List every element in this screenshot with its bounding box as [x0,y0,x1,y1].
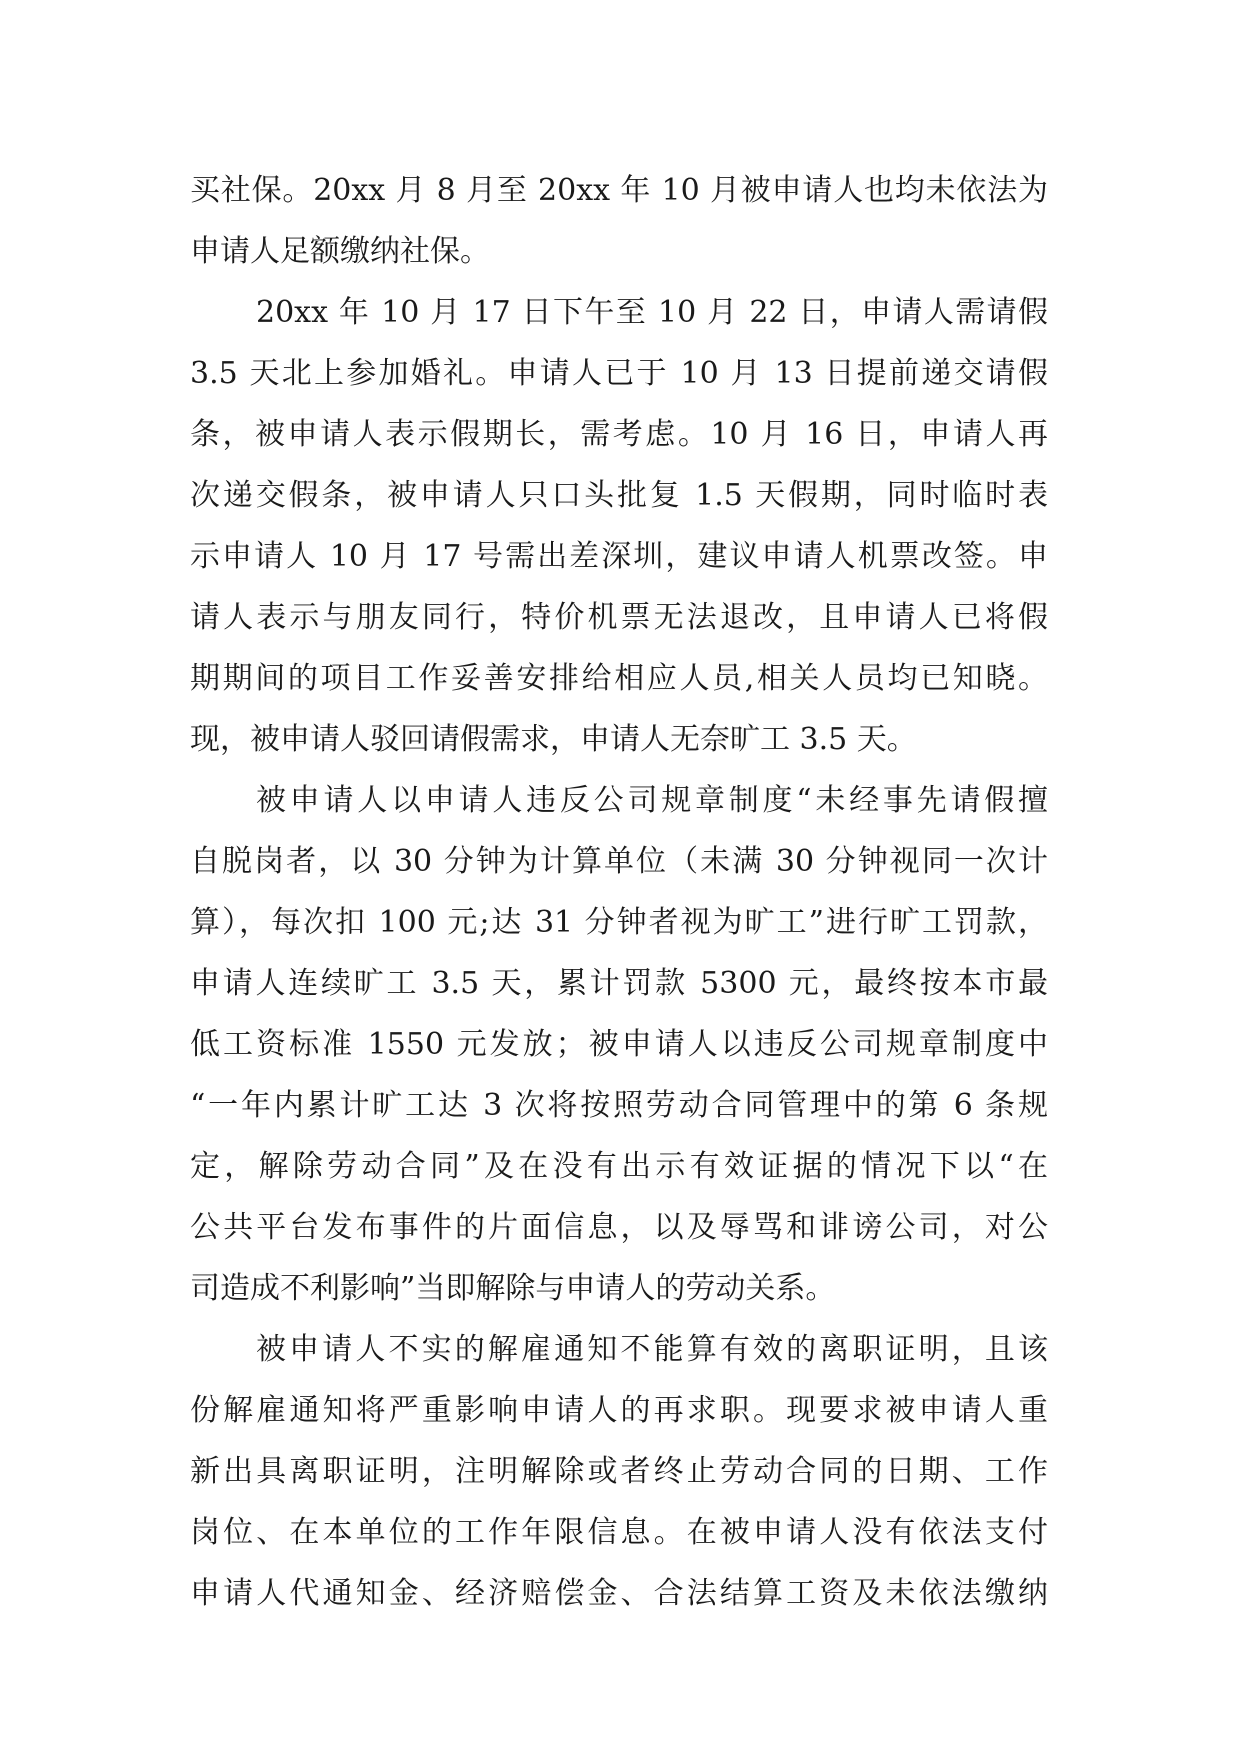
text-line: 请人表示与朋友同行，特价机票无法退改，且申请人已将假 [190,600,1048,635]
text-line: 申请人代通知金、经济赔偿金、合法结算工资及未依法缴纳 [190,1576,1048,1611]
text-line: 申请人连续旷工 3.5 天，累计罚款 5300 元，最终按本市最 [190,966,1048,1001]
text-line: 定，解除劳动合同”及在没有出示有效证据的情况下以“在 [190,1149,1048,1184]
text-line: 买社保。20xx 月 8 月至 20xx 年 10 月被申请人也均未依法为 [190,173,1048,208]
text-line: 份解雇通知将严重影响申请人的再求职。现要求被申请人重 [190,1393,1048,1428]
text-line: 司造成不利影响”当即解除与申请人的劳动关系。 [190,1271,836,1306]
text-line: 自脱岗者，以 30 分钟为计算单位（未满 30 分钟视同一次计 [190,844,1048,879]
text-line: 公共平台发布事件的片面信息，以及辱骂和诽谤公司，对公 [190,1210,1048,1245]
paragraph-start-line: 20xx 年 10 月 17 日下午至 10 月 22 日，申请人需请假 [256,295,1048,330]
text-line: “一年内累计旷工达 3 次将按照劳动合同管理中的第 6 条规 [190,1088,1048,1123]
text-line: 现，被申请人驳回请假需求，申请人无奈旷工 3.5 天。 [190,722,917,757]
text-line: 条，被申请人表示假期长，需考虑。10 月 16 日，申请人再 [190,417,1048,452]
text-line: 次递交假条，被申请人只口头批复 1.5 天假期，同时临时表 [190,478,1048,513]
text-line: 低工资标准 1550 元发放；被申请人以违反公司规章制度中 [190,1027,1048,1062]
text-line: 期期间的项目工作妥善安排给相应人员,相关人员均已知晓。 [190,661,1048,696]
paragraph-start-line: 被申请人不实的解雇通知不能算有效的离职证明，且该 [256,1332,1048,1367]
text-line: 岗位、在本单位的工作年限信息。在被申请人没有依法支付 [190,1515,1048,1550]
text-line: 3.5 天北上参加婚礼。申请人已于 10 月 13 日提前递交请假 [190,356,1048,391]
text-line: 申请人足额缴纳社保。 [190,234,490,269]
paragraph-start-line: 被申请人以申请人违反公司规章制度“未经事先请假擅 [256,783,1048,818]
text-line: 新出具离职证明，注明解除或者终止劳动合同的日期、工作 [190,1454,1048,1489]
text-line: 示申请人 10 月 17 号需出差深圳，建议申请人机票改签。申 [190,539,1048,574]
text-line: 算），每次扣 100 元;达 31 分钟者视为旷工”进行旷工罚款， [190,905,1048,940]
document-body [190,160,1048,1624]
